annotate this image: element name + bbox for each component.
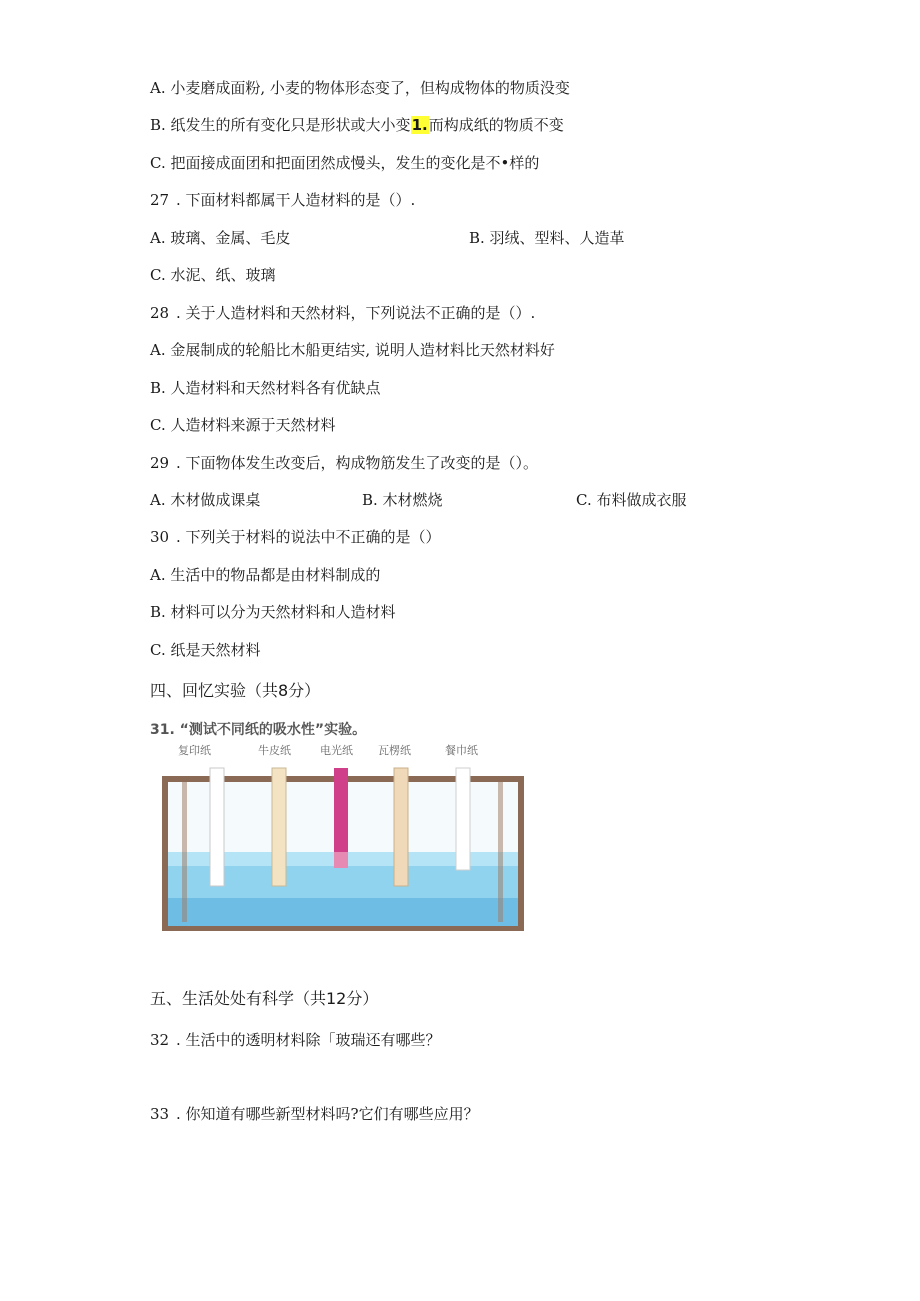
tank-bottom-rail: [162, 926, 524, 931]
figure-label-corrugated-paper: 瓦楞纸: [378, 744, 411, 757]
tank-left-post: [162, 776, 168, 930]
q26-option-c: C. 把面接成面团和把面团然成慢头，发生的变化是不•样的: [150, 154, 540, 172]
q27-option-b: B. 羽绒、型料、人造革: [469, 229, 625, 247]
question-text: . 下面材料都属干人造材料的是（）.: [176, 191, 416, 209]
tank-inner-post-left: [182, 782, 187, 922]
strip-kraft-paper: [272, 768, 286, 886]
q29-option-c: C. 布料做成衣服: [576, 491, 687, 509]
q29-option-b: B. 木材燃烧: [362, 491, 443, 509]
question-number: 27: [150, 191, 170, 209]
figure-label-copy-paper: 复印纸: [178, 744, 211, 757]
question-32: [150, 1030, 441, 1050]
question-28: [150, 303, 535, 323]
question-33: [150, 1104, 479, 1124]
strip-foil-paper-wet: [334, 852, 348, 868]
q27-option-c: C. 水泥、纸、玻璃: [150, 266, 276, 284]
question-number: 29: [150, 454, 170, 472]
question-27: [150, 190, 415, 210]
question-31: 31. “测试不同纸的吸水性”实验。: [150, 722, 367, 738]
q26-option-a: A. 小麦磨成面粉, 小麦的物体形态变了，但构成物体的物质没变: [150, 79, 570, 97]
q28-option-b: B. 人造材料和天然材料各有优缺点: [150, 379, 381, 397]
q26-option-b-text: B. 纸发生的所有变化只是形状或大小变: [150, 116, 411, 134]
question-text: . 下面物体发生改变后，构成物筋发生了改变的是（）。: [176, 454, 539, 472]
q30-option-b: B. 材料可以分为天然材料和人造材料: [150, 603, 396, 621]
question-30: [150, 527, 441, 547]
q29-option-a: A. 木材做成课桌: [150, 491, 261, 509]
question-text: . 关于人造材料和天然材料，下列说法不正确的是（）.: [176, 304, 536, 322]
tank-right-post: [518, 776, 524, 930]
highlight-mark: 1.: [411, 116, 428, 134]
question-number: 28: [150, 304, 170, 322]
strip-napkin-paper: [456, 768, 470, 870]
question-text: . 生活中的透明材料除「玻瑞还有哪些？: [176, 1031, 441, 1049]
strip-copy-paper: [210, 768, 224, 886]
question-number: 33: [150, 1105, 170, 1123]
q28-option-c: C. 人造材料来源于天然材料: [150, 416, 336, 434]
q27-option-a: A. 玻璃、金属、毛皮: [150, 229, 291, 247]
figure-label-napkin-paper: 餐巾纸: [445, 744, 478, 757]
question-number: 30: [150, 528, 170, 546]
q26-option-b-text-end: 而构成纸的物质不变: [428, 116, 564, 134]
q30-option-c: C. 纸是天然材料: [150, 641, 261, 659]
figure-label-kraft-paper: 牛皮纸: [258, 744, 291, 757]
water-deep: [166, 898, 520, 928]
tank-illustration: [158, 742, 528, 934]
figure-label-foil-paper: 电光纸: [320, 744, 353, 757]
tank-inner-post-right: [498, 782, 503, 922]
section-4-heading: 四、回忆实验（共8分）: [150, 681, 321, 700]
q28-option-a: A. 金展制成的轮船比木船更结实, 说明人造材料比天然材料好: [150, 341, 555, 359]
question-29: [150, 453, 538, 473]
q26-option-b: [150, 115, 564, 135]
question-text: . 你知道有哪些新型材料吗?它们有哪些应用？: [176, 1105, 479, 1123]
section-5-heading: 五、生活处处有科学（共12分）: [150, 989, 379, 1008]
question-text: . 下列关于材料的说法中不正确的是（）: [176, 528, 441, 546]
question-number: 32: [150, 1031, 170, 1049]
strip-corrugated-paper: [394, 768, 408, 886]
paper-absorbency-figure: [158, 742, 528, 934]
q30-option-a: A. 生活中的物品都是由材料制成的: [150, 566, 381, 584]
